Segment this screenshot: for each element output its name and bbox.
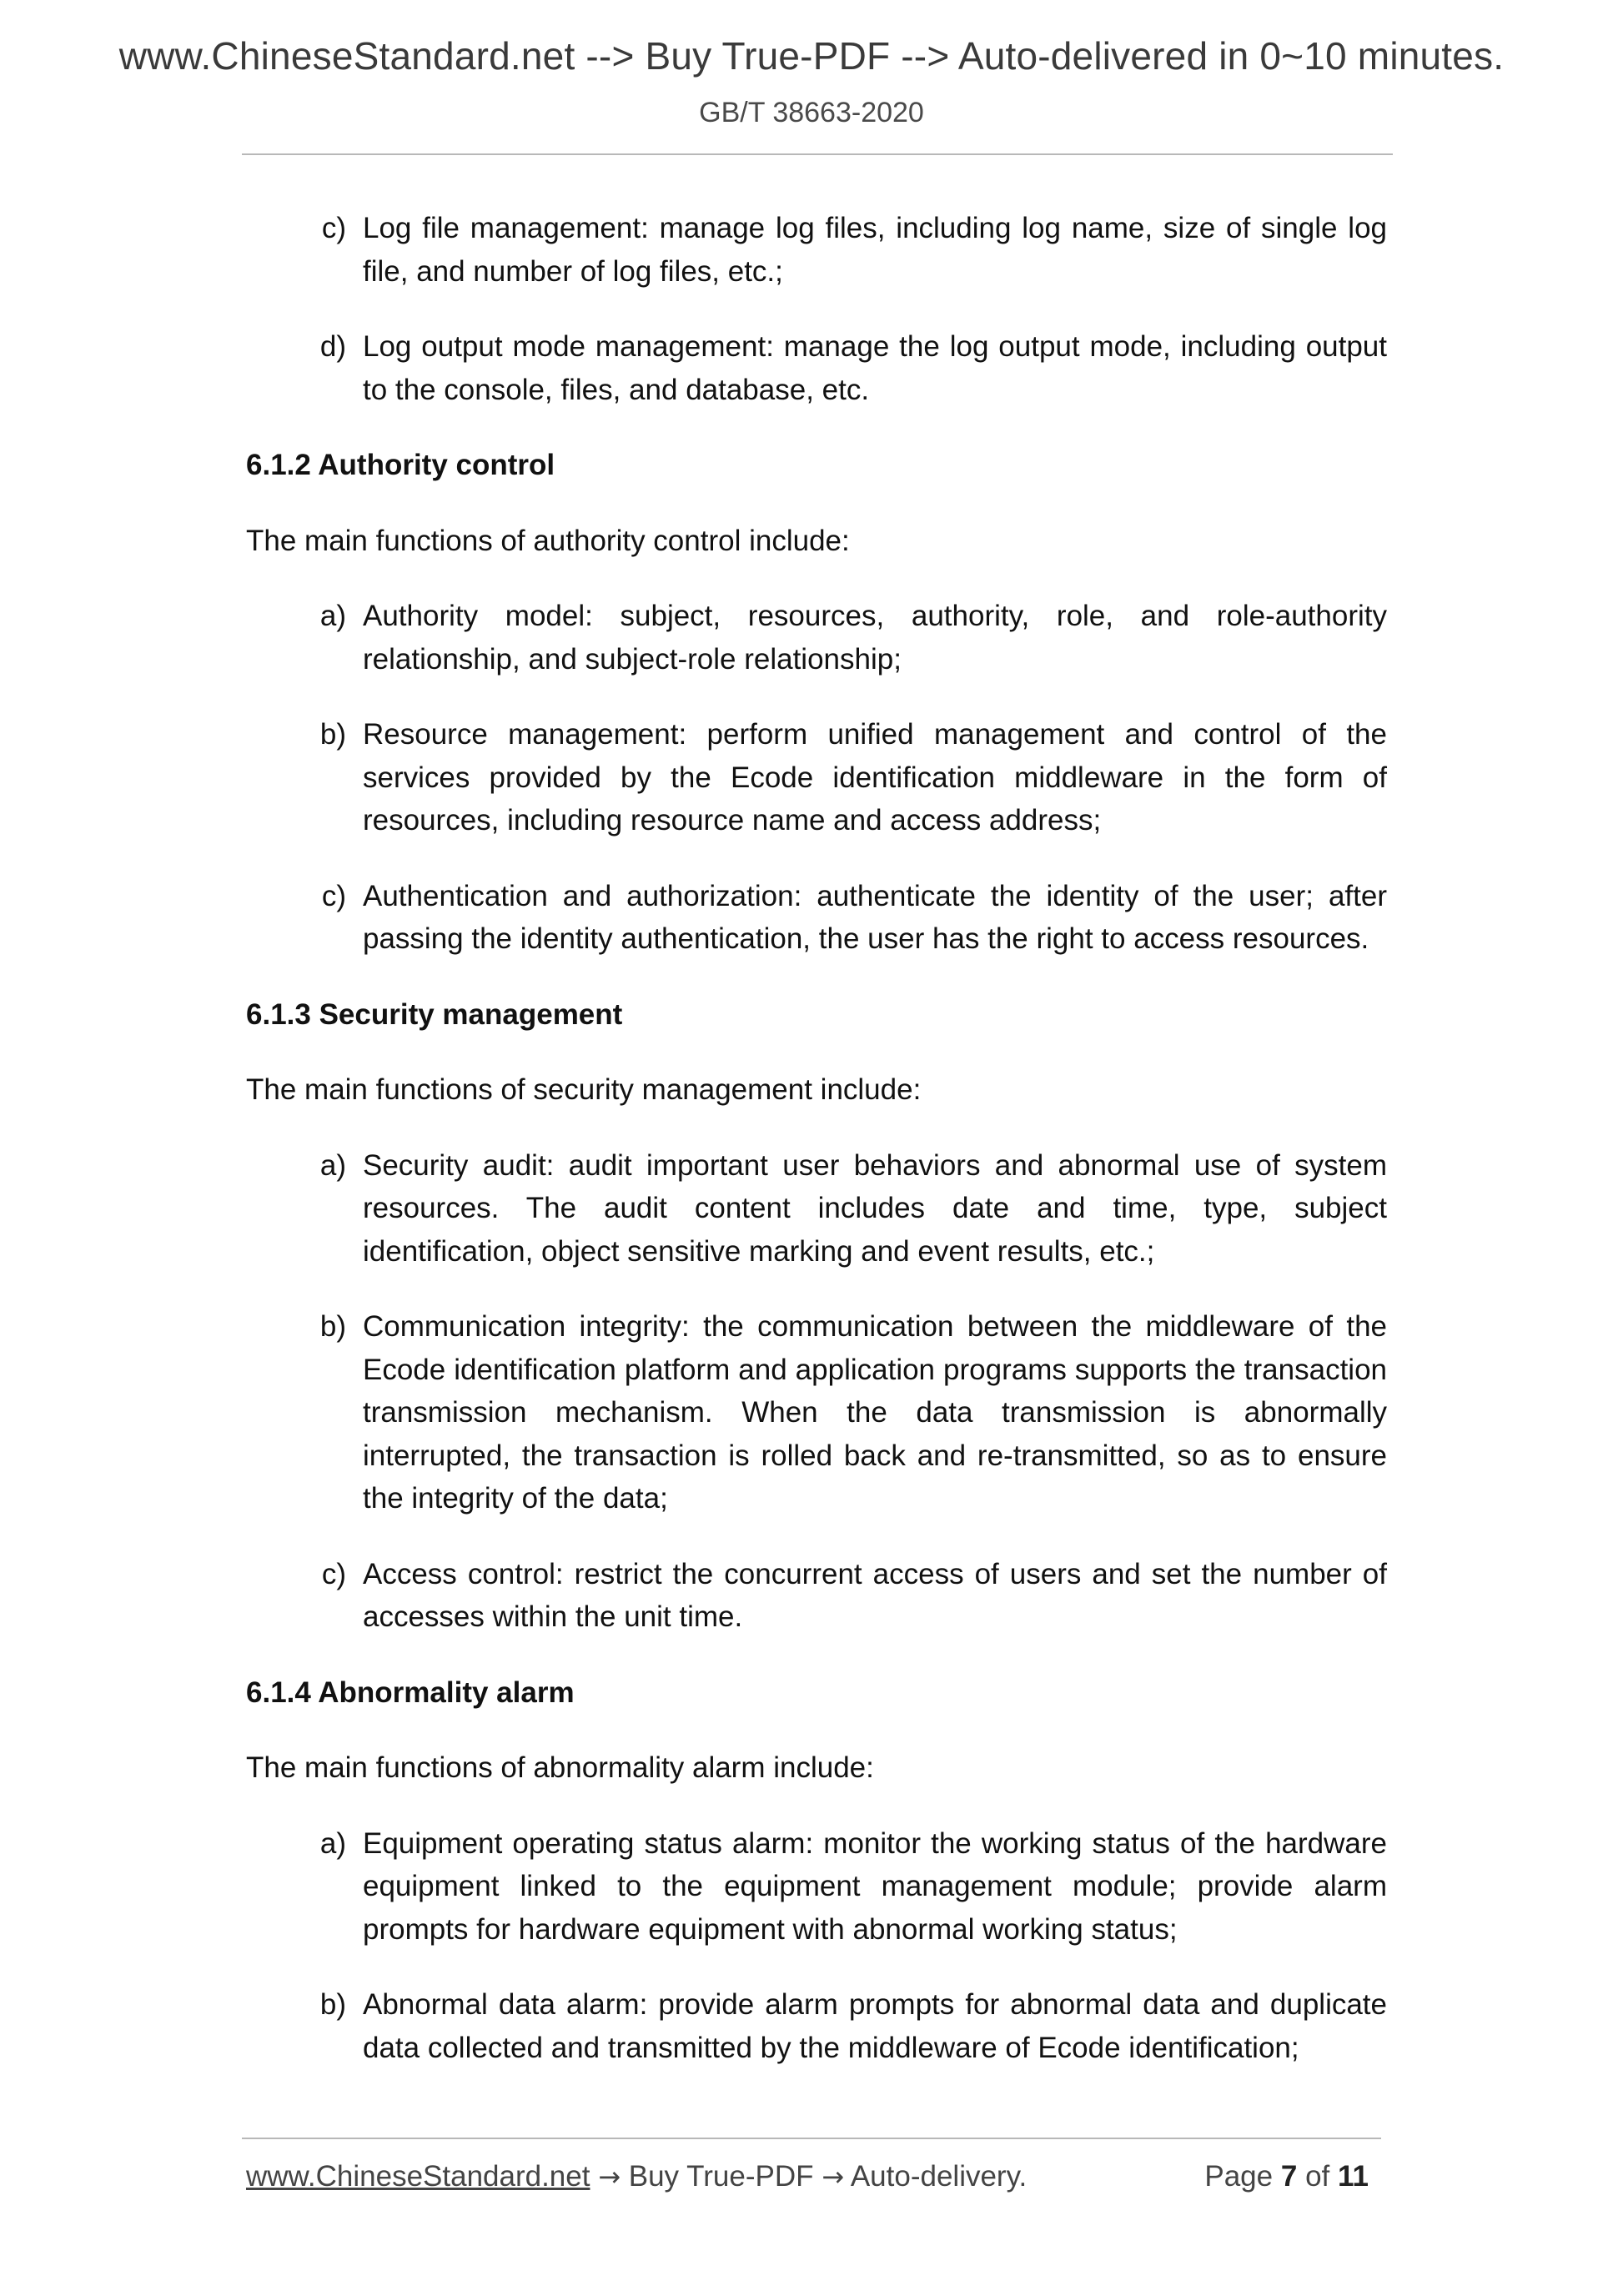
list-item-text: Log file management: manage log files, including log name, size of single log file, and number of log files, etc.; [363,212,1387,288]
list-item-text: Access control: restrict the concurrent access of users and set the number of accesses within the unit time. [363,1557,1387,1633]
list-item-text: Resource management: perform unified management and control of the services provided by the Ecode identification middleware in the form of resources, including resource name and access address; [363,718,1387,837]
list-item [246,207,1387,293]
list-item-text: Communication integrity: the communication between the middleware of the Ecode identification platform and application programs supports the transaction transmission mechanism. When the data transmission is abnormally interrupted, the transaction is rolled back and re-transmitted, so as to ensure the integrity of the data; [363,1310,1387,1515]
list-item-text: Security audit: audit important user behaviors and abnormal use of system resources. The audit content includes date and time, type, subject identification, object sensitive marking and event results, etc.; [363,1148,1387,1268]
list-item-text: Authentication and authorization: authenticate the identity of the user; after passing the identity authentication, the user has the right to access resources. [363,879,1387,955]
standard-code: GB/T 38663-2020 [699,97,924,128]
list-item [246,1983,1387,2069]
list-item-text: Log output mode management: manage the log output mode, including output to the console, files, and database, etc. [363,330,1387,406]
footer-site-link[interactable]: www.ChineseStandard.net [246,2160,590,2193]
list-marker: b) [319,718,346,751]
right-arrow-icon: → [822,2161,845,2193]
list-item [246,595,1387,681]
list-marker: a) [319,1826,346,1860]
list-marker: c) [321,1557,346,1590]
list-item [246,325,1387,411]
list-marker: a) [319,1148,346,1182]
list-marker: b) [319,1988,346,2021]
top-banner: www.ChineseStandard.net --> Buy True-PDF --> Auto-delivered in 0~10 minutes. [118,34,1505,78]
list-marker: d) [319,330,346,363]
footer-buy-text: Buy True-PDF [628,2160,814,2193]
page-number [1204,2160,1369,2193]
list-marker: c) [321,879,346,912]
section-heading: 6.1.2 Authority control [246,449,555,481]
section-heading: 6.1.4 Abnormality alarm [246,1676,575,1709]
list-item [246,1553,1387,1639]
header-divider [242,153,1393,155]
list-marker: a) [319,600,346,632]
list-marker: c) [321,212,346,244]
right-arrow-icon: → [598,2161,621,2193]
footer-delivery-text: Auto-delivery. [850,2160,1028,2193]
document-body [246,207,1387,2102]
list-item [246,875,1387,961]
list-marker: b) [319,1310,346,1343]
page-label: Page [1204,2160,1274,2193]
list-item [246,1144,1387,1274]
footer-promo [246,2160,1027,2193]
page-of: of [1305,2160,1330,2193]
list-item-text: Authority model: subject, resources, authority, role, and role-authority relationship, and subject-role relationship; [363,600,1387,676]
page-total: 11 [1338,2160,1369,2193]
page-current: 7 [1280,2160,1298,2193]
list-item [246,1305,1387,1520]
section-heading: 6.1.3 Security management [246,997,623,1031]
list-item-text: Equipment operating status alarm: monitor the working status of the hardware equipment linked to the equipment management module; provide alarm prompts for hardware equipment with abnormal working status; [363,1826,1387,1946]
section-intro: The main functions of abnormality alarm include: [246,1751,874,1784]
section-intro: The main functions of authority control include: [246,524,850,557]
footer-divider [242,2138,1381,2139]
list-item-text: Abnormal data alarm: provide alarm prompts for abnormal data and duplicate data collected and transmitted by the middleware of Ecode identification; [363,1988,1387,2064]
list-item [246,1822,1387,1952]
list-item [246,713,1387,842]
section-intro: The main functions of security management include: [246,1073,922,1106]
